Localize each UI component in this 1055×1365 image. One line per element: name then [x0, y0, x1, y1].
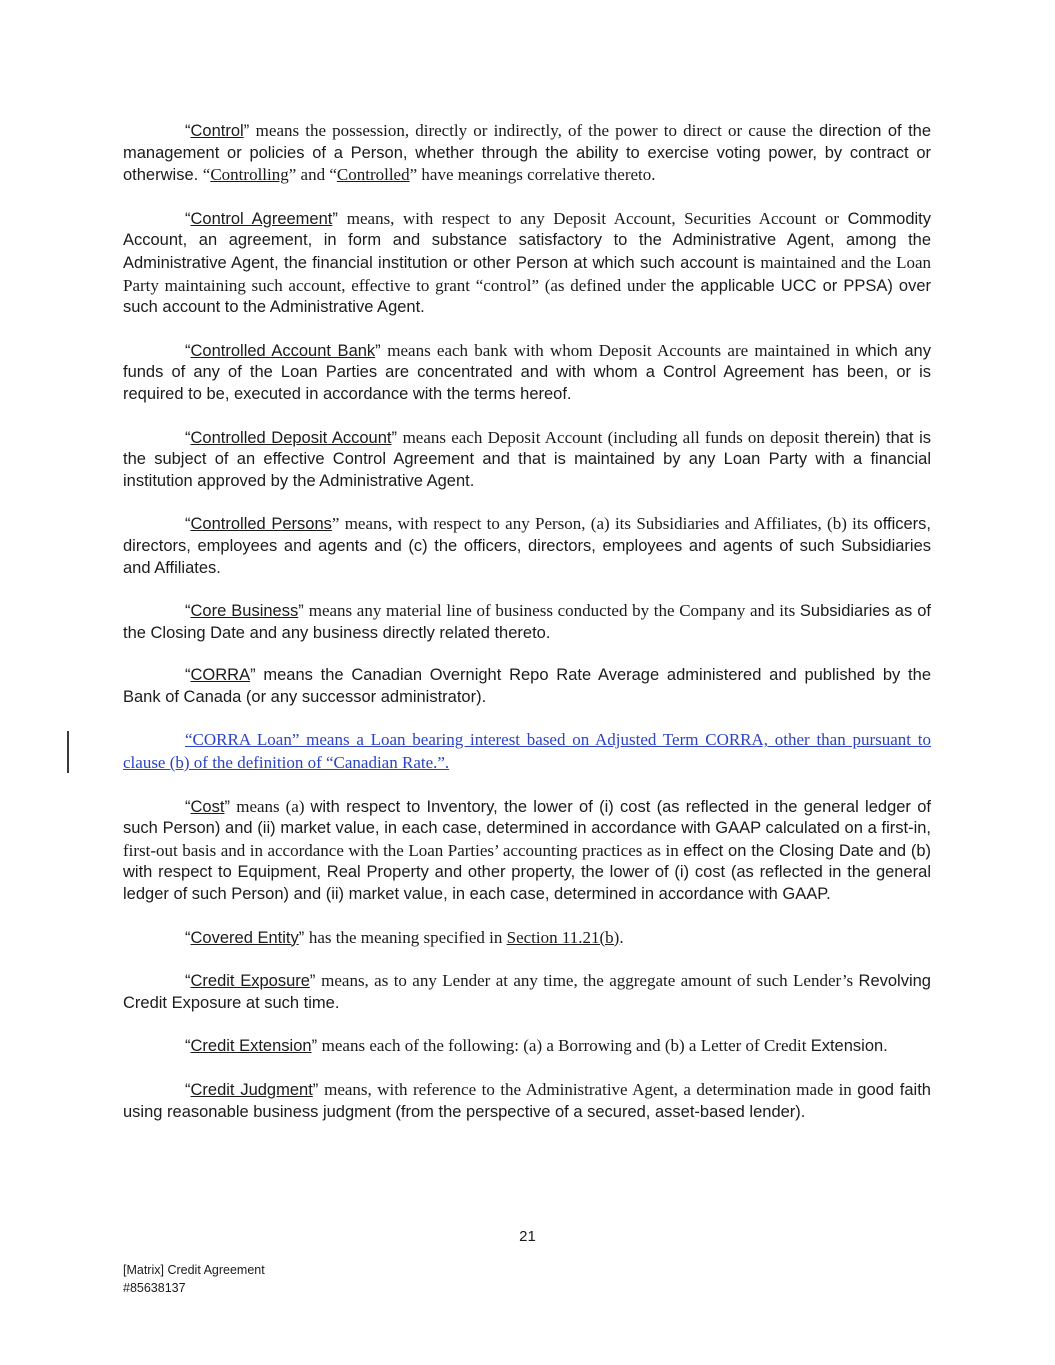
definition-paragraph	[123, 1035, 931, 1058]
defined-term: Controlled Deposit Account	[190, 428, 392, 447]
text-run: ”	[332, 209, 347, 228]
text-run: therein) that is the subject of an effective Control Agreement and that is maintained by any Loan Party with a financial institution approved by the Administrative Agent.	[123, 428, 931, 490]
text-run: first-out basis and in accordance with the Loan Parties’ accounting practices as in	[123, 840, 684, 860]
text-run: Revolving Credit Exposure at such time.	[123, 972, 931, 1012]
text-run: “	[185, 666, 191, 685]
text-run: means the possession, directly or indirectly, of the power to direct or cause the	[255, 121, 820, 140]
text-run: good faith using reasonable business judgment (from the perspective of a secured, asset-based lender).	[123, 1081, 931, 1121]
text-run: .	[619, 927, 624, 947]
text-run: “	[185, 209, 191, 228]
defined-term: Controlling	[210, 165, 289, 185]
text-run: maintained and the Loan Party maintaining such account, effective to grant “control” (as defined under	[123, 252, 932, 295]
footer-doc-number: #85638137	[123, 1280, 186, 1295]
text-run: means, with respect to any Deposit Account, Securities Account or	[346, 208, 848, 228]
text-run: with respect to Inventory, the lower of (i) cost (as reflected in the general ledger of such Person) and (ii) market value, in each case, determined in accordance with GAAP calculated on a first-in,	[123, 797, 931, 838]
text-run: means (a)	[236, 796, 311, 816]
definition-paragraph	[123, 927, 931, 950]
text-run: “	[185, 797, 191, 816]
definition-paragraph	[123, 1079, 931, 1123]
definition-paragraph	[123, 665, 931, 708]
definition-paragraph	[123, 120, 931, 187]
text-run: ”	[309, 972, 322, 991]
defined-term: Control	[190, 122, 244, 140]
definition-paragraph	[123, 340, 931, 406]
text-run: ”	[243, 122, 256, 140]
text-run: ” and “	[288, 165, 337, 185]
defined-term: Controlled Account Bank	[190, 341, 376, 360]
text-run: ”	[312, 1081, 325, 1099]
text-run: Commodity Account, an agreement, in form and substance satisfactory to the Administrative Agent, among the Administrative Agent, the financial institution or other Person at which such account is	[123, 209, 931, 272]
text-run: which any funds of any of the Loan Parties are concentrated and with whom a Control Agreement has been, or is required to be, executed in accordance with the terms hereof.	[123, 341, 931, 403]
change-bar	[67, 731, 69, 772]
definition-paragraph	[123, 796, 931, 906]
defined-term: Covered Entity	[190, 928, 299, 947]
defined-term: Credit Extension	[190, 1037, 312, 1056]
text-run: “	[185, 928, 191, 947]
text-run: means, as to any Lender at any time, the aggregate amount of such Lender’s	[321, 971, 859, 991]
definition-paragraph	[123, 513, 931, 579]
text-run: “	[185, 341, 191, 360]
page-footer	[123, 1262, 265, 1297]
text-run: ”	[224, 797, 237, 816]
text-run: means each of the following: (a) a Borrowing and (b) a Letter of Credit	[321, 1036, 811, 1056]
text-run: effect on the Closing Date and (b) with respect to Equipment, Real Property and other property, the lower of (i) cost (as reflected in the general ledger of such Person) and (ii) market value, in each case, determined in accordance with GAAP.	[123, 841, 931, 904]
revised-paragraph	[123, 729, 931, 774]
text-run: the applicable UCC or PPSA) over such account to the Administrative Agent.	[123, 276, 932, 317]
text-run: officers, directors, employees and agents and (c) the officers, directors, employees and agents of such Subsidiaries and Affiliates.	[123, 515, 931, 577]
text-run: “	[185, 122, 191, 140]
text-run: ”	[298, 928, 309, 947]
defined-term: Controlled Persons	[190, 515, 332, 534]
text-run: direction of the management or policies of a Person, whether through the ability to exercise voting power, by contract or otherwise.	[123, 122, 932, 185]
text-run: ”	[311, 1037, 322, 1056]
defined-term: Credit Exposure	[190, 972, 310, 991]
text-run: “	[185, 1037, 191, 1056]
text-run: Subsidiaries as of the Closing Date and any business directly related thereto.	[123, 602, 931, 642]
text-run: has the meaning specified in	[308, 927, 507, 947]
text-run: means each bank with whom Deposit Accounts are maintained in	[387, 340, 856, 360]
inserted-text: “CORRA Loan” means a Loan bearing interest based on Adjusted Term CORRA, other than pursuant to clause (b) of the definition of “Canadian Rate.”.	[123, 730, 931, 773]
text-run: means each Deposit Account (including all funds on deposit	[402, 427, 825, 447]
text-run: “	[185, 602, 191, 621]
defined-term: Core Business	[190, 602, 299, 621]
text-run: ”	[391, 428, 403, 447]
definition-paragraph	[123, 208, 931, 319]
defined-term: CORRA	[190, 666, 251, 685]
text-run: ”	[375, 341, 388, 360]
defined-term: Controlled	[336, 165, 410, 185]
text-run: ” have meanings correlative thereto.	[409, 165, 656, 185]
text-run: “	[202, 165, 211, 185]
page-number: 21	[519, 1228, 536, 1245]
definition-paragraph	[123, 600, 931, 644]
text-run: “	[185, 428, 191, 447]
definition-paragraph	[123, 427, 931, 493]
defined-term: Control Agreement	[190, 209, 333, 228]
text-run: means any material line of business conducted by the Company and its	[308, 601, 800, 621]
text-run: means, with reference to the Administrative Agent, a determination made in	[324, 1080, 858, 1099]
section-reference: Section 11.21(b)	[506, 927, 620, 947]
text-run: Extension.	[810, 1037, 888, 1056]
footer-doc-title: [Matrix] Credit Agreement	[123, 1263, 265, 1277]
text-run: “	[185, 1081, 191, 1099]
text-run: “	[185, 972, 191, 991]
text-run: ” means, with respect to any Person, (a) its Subsidiaries and Affiliates, (b) its	[331, 514, 874, 534]
text-run: ”	[298, 602, 309, 621]
text-run: ” means the Canadian Overnight Repo Rate Average administered and published by the Bank of Canada (or any successor administrator).	[123, 666, 931, 706]
defined-term: Credit Judgment	[190, 1081, 313, 1099]
defined-term: Cost	[190, 797, 225, 816]
document-body	[123, 120, 931, 1144]
text-run: “	[185, 515, 191, 534]
definition-paragraph	[123, 970, 931, 1014]
